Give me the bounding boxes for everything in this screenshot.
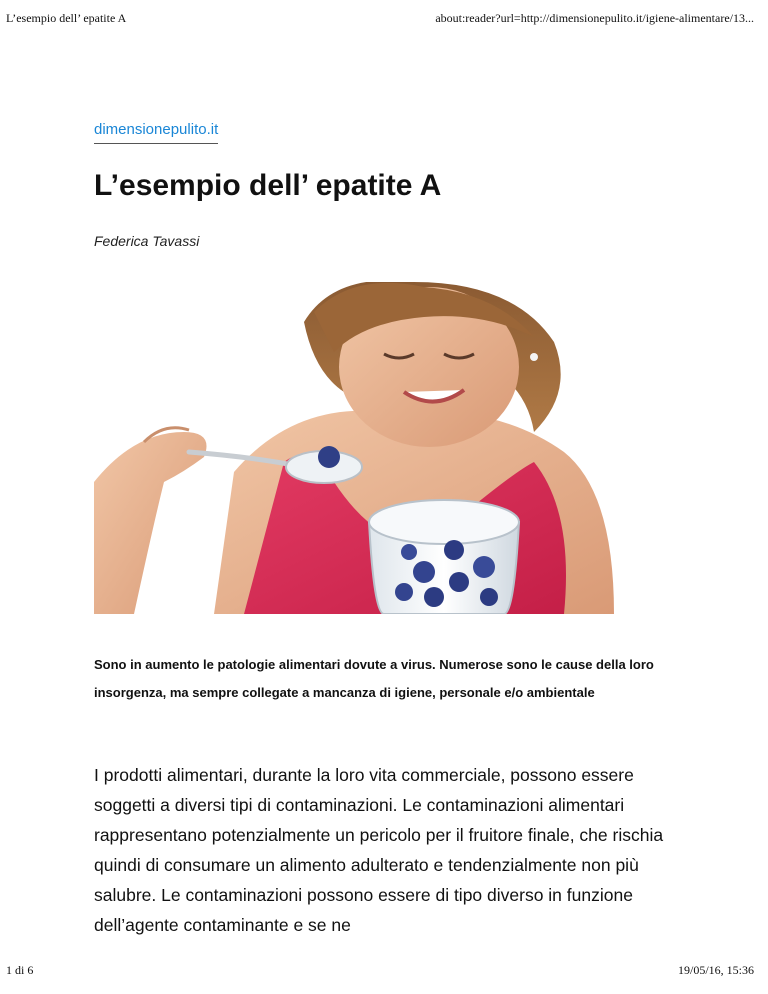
print-footer xyxy=(0,963,768,979)
article-author: Federica Tavassi xyxy=(94,233,200,249)
print-header-url: about:reader?url=http://dimensionepulito.it/igiene-alimentare/13... xyxy=(435,11,754,25)
page-number: 1 di 6 xyxy=(6,963,34,977)
print-header xyxy=(0,11,768,27)
site-link[interactable]: dimensionepulito.it xyxy=(94,121,218,144)
hero-image xyxy=(94,282,674,614)
print-datetime: 19/05/16, 15:36 xyxy=(677,963,754,977)
woman-eating-yogurt-illustration xyxy=(94,282,674,614)
print-header-title: L’esempio dell’ epatite A xyxy=(6,11,127,25)
article-title: L’esempio dell’ epatite A xyxy=(94,169,442,202)
article-lead: Sono in aumento le patologie alimentari dovute a virus. Numerose sono le cause della loro insorgenza, ma sempre collegate a mancanza di igiene, personale e/o ambientale xyxy=(94,657,654,700)
article-body: I prodotti alimentari, durante la loro vita commerciale, possono essere soggetti a diversi tipi di contaminazioni. Le contaminazioni alimentari rappresentano potenzialmente un pericolo per il fruitore finale, che rischia quindi di consumare un alimento adulterato e tendenzialmente non più salubre. Le contaminazioni possono essere di tipo diverso in funzione dell’agente contaminante e se ne xyxy=(94,765,664,935)
